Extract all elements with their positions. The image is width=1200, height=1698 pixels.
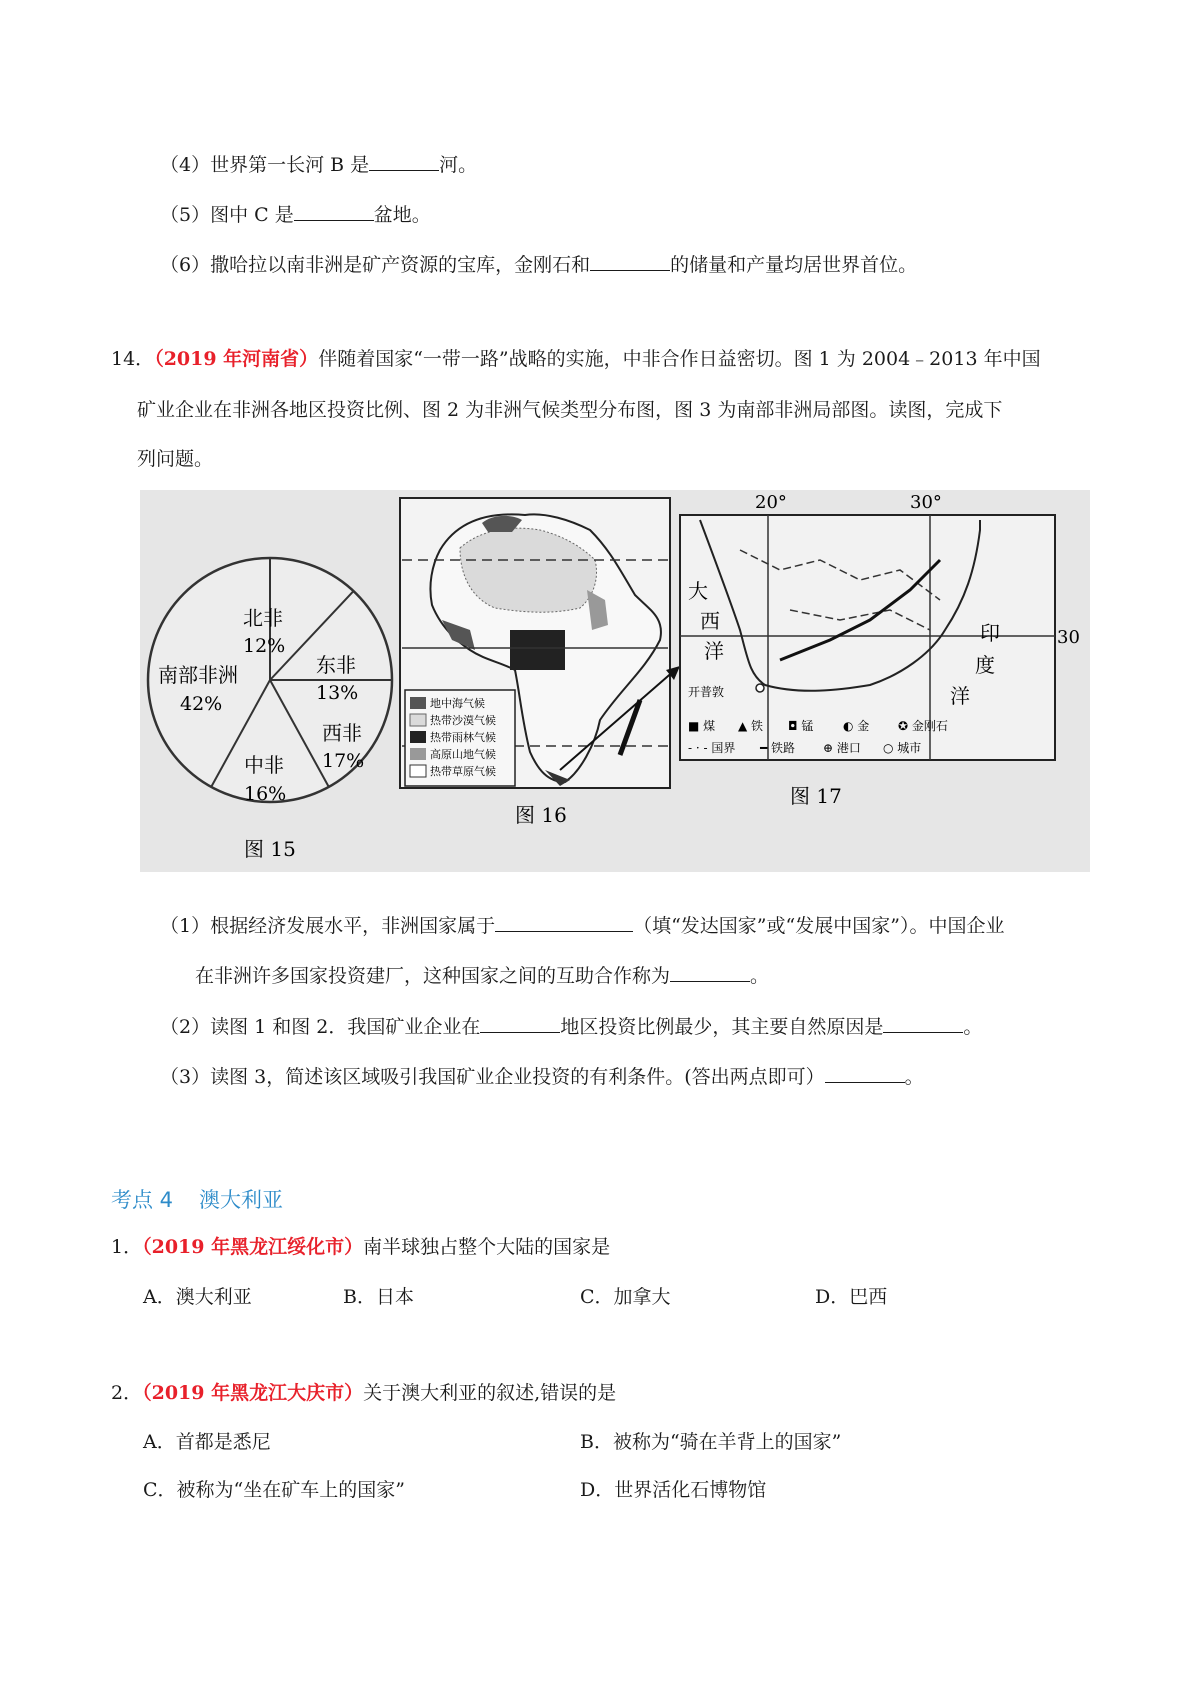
answer-blank[interactable]	[825, 1064, 905, 1083]
q14-stem-line-3: 列问题。	[137, 448, 214, 470]
pie-value-west: 17%	[322, 750, 365, 772]
section-heading: 考点 4 澳大利亚	[111, 1188, 284, 1212]
sea-indian-2: 度	[975, 653, 995, 677]
fig16-africa-map	[400, 498, 670, 827]
q14-stem-line-1: 14．（2019 年河南省）伴随着国家“一带一路”战略的实施，中非合作日益密切。图 1 为 2004﹣2013 年中国	[111, 348, 1041, 370]
q2-option-d[interactable]: D．世界活化石博物馆	[580, 1479, 767, 1501]
q1-stem: 1．（2019 年黑龙江绥化市）南半球独占整个大陆的国家是	[111, 1236, 611, 1258]
q14-sub-3: （3）读图 3，简述该区域吸引我国矿业企业投资的有利条件。(答出两点即可） 。	[160, 1066, 924, 1088]
answer-blank[interactable]	[480, 1014, 560, 1033]
lon-label-30: 30°	[910, 492, 942, 513]
figure-panel	[140, 490, 1090, 872]
city-cape-town: 开普敦	[688, 685, 725, 699]
pie-label-west: 西非	[322, 721, 362, 745]
legend-railway: ━ 铁路	[760, 741, 796, 755]
sea-atlantic-2: 西	[700, 609, 720, 633]
fig17-caption: 图 17	[790, 784, 842, 808]
fig15-pie-chart	[148, 558, 392, 861]
legend-rainforest: 热带雨林气候	[430, 731, 496, 744]
q1-option-a[interactable]: A．澳大利亚	[143, 1286, 252, 1308]
legend-savanna: 热带草原气候	[430, 765, 496, 778]
fig15-caption: 图 15	[244, 837, 296, 861]
q2-stem: 2．（2019 年黑龙江大庆市）关于澳大利亚的叙述,错误的是	[111, 1382, 617, 1404]
lat-label-30: 30	[1057, 627, 1080, 648]
legend-highland: 高原山地气候	[430, 748, 496, 761]
sea-indian-1: 印	[980, 621, 1000, 645]
q1-option-d[interactable]: D．巴西	[815, 1286, 888, 1308]
pie-value-south: 42%	[180, 693, 223, 715]
question-source: （2019 年河南省）	[154, 348, 319, 370]
fig17-southern-africa-map	[680, 492, 1080, 808]
question-source: （2019 年黑龙江大庆市）	[142, 1382, 364, 1404]
legend-border: - · - 国界	[688, 741, 736, 755]
q1-option-c[interactable]: C．加拿大	[580, 1286, 671, 1308]
legend-coal: ■ 煤	[688, 719, 716, 733]
q2-option-a[interactable]: A．首都是悉尼	[143, 1431, 271, 1453]
answer-blank[interactable]	[590, 252, 670, 271]
pie-label-central: 中非	[244, 753, 284, 777]
answer-blank[interactable]	[670, 963, 750, 982]
q2-option-b[interactable]: B．被称为“骑在羊背上的国家”	[580, 1431, 842, 1453]
q13-item-5: （5）图中 C 是 盆地。	[160, 204, 431, 226]
sea-atlantic-3: 洋	[704, 639, 724, 663]
answer-blank[interactable]	[495, 913, 633, 932]
pie-value-central: 16%	[244, 783, 287, 805]
legend-diamond: ✪ 金刚石	[898, 719, 948, 733]
pie-label-south: 南部非洲	[158, 663, 238, 687]
pie-value-north: 12%	[243, 635, 286, 657]
pie-label-north: 北非	[243, 606, 283, 630]
answer-blank[interactable]	[369, 152, 439, 171]
legend-gold: ◐ 金	[843, 719, 870, 733]
q14-stem-line-2: 矿业企业在非洲各地区投资比例、图 2 为非洲气候类型分布图，图 3 为南部非洲局部图。读图，完成下	[137, 399, 1003, 421]
answer-blank[interactable]	[294, 202, 374, 221]
q1-option-b[interactable]: B．日本	[343, 1286, 414, 1308]
q14-sub-2: （2）读图 1 和图 2．我国矿业企业在 地区投资比例最少，其主要自然原因是 。	[160, 1016, 983, 1038]
pie-value-east: 13%	[316, 682, 359, 704]
answer-blank[interactable]	[883, 1014, 963, 1033]
q14-sub-1-line-2: 在非洲许多国家投资建厂，这种国家之间的互助合作称为 。	[195, 965, 770, 987]
question-source: （2019 年黑龙江绥化市）	[142, 1236, 364, 1258]
legend-manganese: ◘ 锰	[788, 719, 814, 733]
sea-atlantic-1: 大	[688, 579, 708, 603]
legend-mediterranean: 地中海气候	[430, 697, 485, 710]
fig16-caption: 图 16	[515, 803, 567, 827]
sea-indian-3: 洋	[950, 684, 970, 708]
q13-item-6: （6）撒哈拉以南非洲是矿产资源的宝库，金刚石和 的储量和产量均居世界首位。	[160, 254, 918, 276]
rainforest-zone	[510, 630, 565, 670]
pie-label-east: 东非	[316, 653, 356, 677]
q2-option-c[interactable]: C．被称为“坐在矿车上的国家”	[143, 1479, 405, 1501]
q13-item-4: （4）世界第一长河 B 是 河。	[160, 154, 478, 176]
q14-sub-1-line-1: （1）根据经济发展水平，非洲国家属于 （填“发达国家”或“发展中国家”）。中国企业	[160, 915, 1005, 937]
lon-label-20: 20°	[755, 492, 787, 513]
legend-desert: 热带沙漠气候	[430, 714, 496, 727]
legend-port: ⊕ 港口	[823, 741, 861, 755]
legend-city: ○ 城市	[883, 741, 922, 755]
legend-iron: ▲ 铁	[738, 719, 764, 733]
